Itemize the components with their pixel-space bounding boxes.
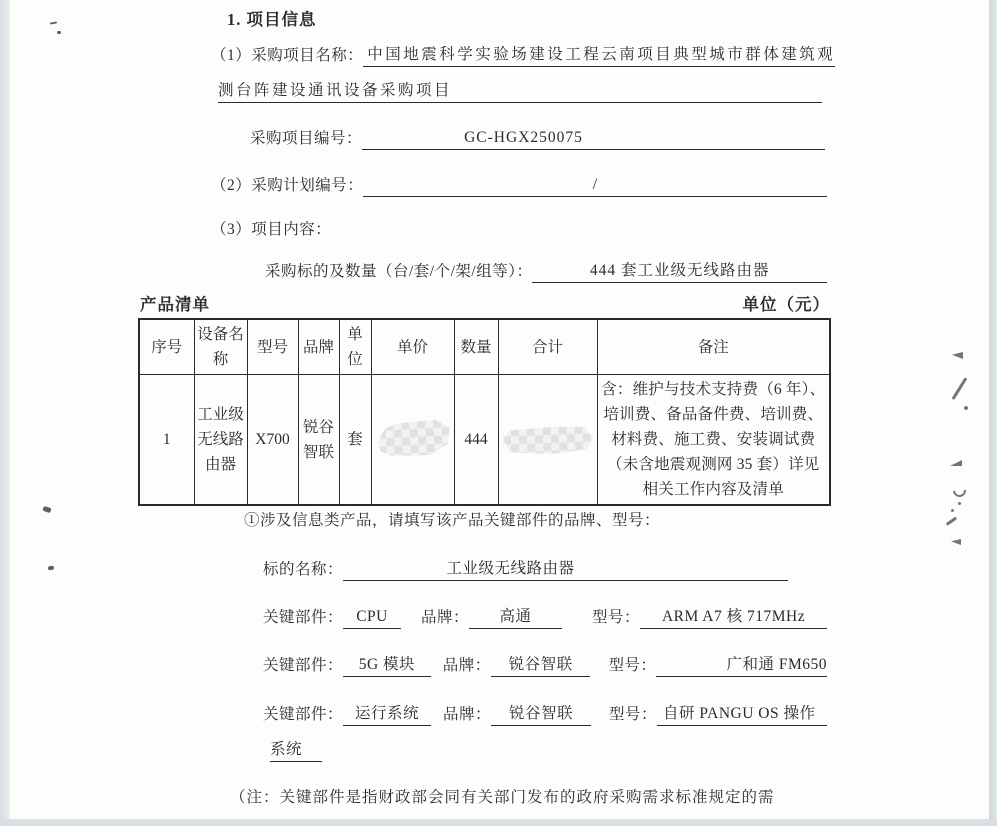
redacted-unit-price-block	[377, 419, 451, 458]
cell-model: X700	[247, 375, 298, 506]
model-label: 型号：	[608, 657, 657, 674]
header-device-name: 设备名称	[194, 319, 247, 375]
cell-total	[498, 375, 597, 506]
cell-brand: 锐谷智联	[298, 375, 339, 506]
pen-mark	[952, 377, 967, 400]
part-value: 运行系统	[343, 703, 431, 726]
cell-quantity: 444	[454, 375, 498, 506]
section-heading: 1. 项目信息	[227, 10, 317, 29]
header-model: 型号	[247, 319, 298, 375]
redacted-total-block	[502, 425, 593, 455]
brand-value: 锐谷智联	[491, 703, 591, 726]
plan-number-label: （2）采购计划编号：	[211, 177, 364, 194]
unit-note: 单位（元）	[742, 295, 830, 314]
product-list-title: 产品清单	[140, 295, 210, 314]
model-label: 型号：	[609, 706, 658, 723]
cell-remark: 含：维护与技术支持费（6 年）、培训费、备品备件费、培训费、材料费、施工费、安装调试费（未含地震观测网 35 套）详见相关工作内容及清单	[597, 375, 830, 506]
note-line: （注：关键部件是指财政部会同有关部门发布的政府采购需求标准规定的需	[230, 789, 775, 806]
component-row-cpu	[263, 606, 827, 629]
header-unit: 单位	[339, 319, 371, 375]
cell-device-name: 工业级无线路由器	[194, 375, 247, 506]
procurement-name-label: （1）采购项目名称：	[211, 47, 364, 64]
procurement-name-line2	[218, 80, 822, 103]
header-brand: 品牌	[298, 319, 339, 375]
project-number-line	[250, 127, 825, 150]
header-unit-price: 单价	[371, 319, 454, 375]
procurement-name-value-line1: 中国地震科学实验场建设工程云南项目典型城市群体建筑观	[363, 44, 835, 67]
cell-unit: 套	[339, 375, 371, 506]
header-quantity: 数量	[454, 319, 498, 375]
scan-speck	[57, 31, 61, 34]
pen-mark	[958, 502, 961, 505]
scan-edge-bottom	[0, 819, 997, 826]
scan-speck	[48, 566, 54, 571]
quantity-line	[265, 260, 827, 283]
component-row-os	[263, 703, 827, 726]
plan-number-value: /	[363, 174, 827, 197]
scan-speck	[50, 21, 57, 24]
table-header-row	[139, 319, 830, 375]
component-row-5g	[263, 654, 827, 677]
part-label: 关键部件：	[263, 609, 344, 626]
cell-unit-price	[371, 375, 454, 506]
part-label: 关键部件：	[263, 657, 344, 674]
target-name-label: 标的名称：	[263, 561, 344, 578]
cell-seq: 1	[139, 375, 194, 506]
brand-value: 高通	[469, 606, 562, 629]
pen-mark	[952, 352, 963, 359]
procurement-name-line	[211, 44, 836, 67]
brand-value: 锐谷智联	[491, 654, 591, 677]
pen-mark	[964, 406, 968, 410]
quantity-label: 采购标的及数量（台/套/个/架/组等）：	[265, 263, 533, 280]
project-number-label: 采购项目编号：	[250, 130, 363, 147]
target-name-value: 工业级无线路由器	[343, 558, 788, 581]
pen-mark	[946, 516, 957, 525]
project-number-value: GC-HGX250075	[362, 127, 825, 150]
project-content-label: （3）项目内容：	[211, 221, 332, 238]
scan-speck	[42, 506, 51, 513]
header-total: 合计	[498, 319, 597, 375]
brand-label: 品牌：	[421, 609, 470, 626]
components-intro: ①涉及信息类产品，请填写该产品关键部件的品牌、型号：	[244, 512, 661, 529]
part-value: 5G 模块	[343, 654, 431, 677]
target-name-line	[263, 558, 788, 581]
brand-label: 品牌：	[443, 706, 492, 723]
model-label: 型号：	[592, 609, 641, 626]
part-value: CPU	[343, 606, 401, 629]
model-value: ARM A7 核 717MHz	[640, 606, 827, 629]
table-row	[139, 375, 830, 506]
header-seq: 序号	[139, 319, 194, 375]
header-remark: 备注	[597, 319, 830, 375]
model-wrap-line	[270, 739, 322, 762]
pen-mark	[951, 539, 961, 545]
model-value: 自研 PANGU OS 操作	[657, 703, 827, 726]
model-value: 广和通 FM650	[656, 654, 827, 677]
scan-edge-right	[989, 0, 997, 826]
pen-mark	[950, 481, 968, 499]
scan-edge-left	[0, 0, 10, 826]
model-wrap-value: 系统	[270, 739, 322, 762]
procurement-name-value-line2: 测台阵建设通讯设备采购项目	[218, 80, 822, 103]
part-label: 关键部件：	[263, 706, 344, 723]
product-table	[138, 318, 831, 506]
plan-number-line	[211, 174, 827, 197]
project-content-line	[211, 219, 331, 241]
brand-label: 品牌：	[442, 657, 491, 674]
pen-mark	[950, 458, 962, 466]
pen-mark	[951, 509, 954, 512]
quantity-value: 444 套工业级无线路由器	[532, 260, 827, 283]
